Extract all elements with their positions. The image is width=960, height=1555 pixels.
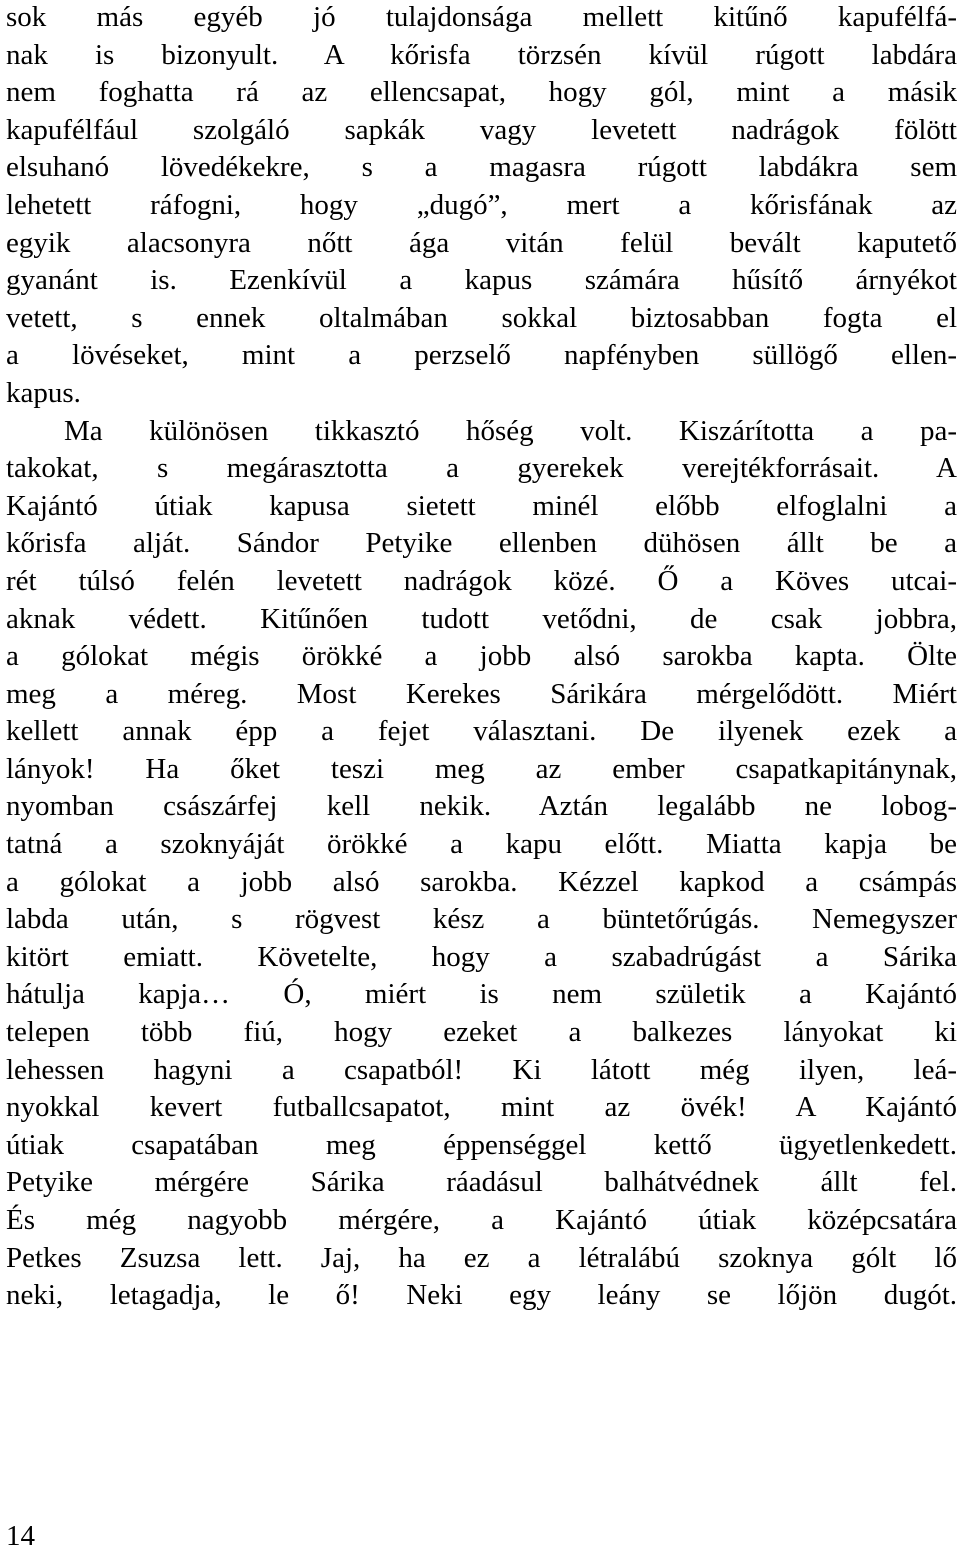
- text-line: a gólokat a jobb alsó sarokba. Kézzel kapkod a csámpás: [6, 865, 957, 898]
- body-text: [6, 0, 957, 1315]
- document-page: [6, 0, 957, 1554]
- text-line: tatná a szoknyáját örökké a kapu előtt. Miatta kapja be: [6, 828, 957, 861]
- text-line: kitört emiatt. Követelte, hogy a szabadrúgást a Sárika: [6, 940, 957, 973]
- text-line: a lövéseket, mint a perzselő napfényben süllögő ellen-: [6, 339, 957, 372]
- paragraph-start-line: Ma különösen tikkasztó hőség volt. Kiszárította a pa-: [64, 414, 957, 447]
- text-line: Kajántó útiak kapusa sietett minél előbb elfoglalni a: [6, 489, 957, 522]
- text-line: kőrisfa alját. Sándor Petyike ellenben dühösen állt be a: [6, 527, 957, 560]
- text-line: hátulja kapja… Ó, miért is nem születik a Kajántó: [6, 978, 957, 1011]
- text-line: a gólokat mégis örökké a jobb alsó sarokba kapta. Ölte: [6, 640, 957, 673]
- text-line: vetett, s ennek oltalmában sokkal biztosabban fogta el: [6, 301, 957, 334]
- text-line: elsuhanó lövedékekre, s a magasra rúgott labdákra sem: [6, 151, 957, 184]
- text-line: aknak védett. Kitűnően tudott vetődni, de csak jobbra,: [6, 602, 957, 635]
- text-line: útiak csapatában meg éppenséggel kettő ügyetlenkedett.: [6, 1128, 957, 1161]
- text-line: labda után, s rögvest kész a büntetőrúgás. Nemegyszer: [6, 903, 957, 936]
- text-line: gyanánt is. Ezenkívül a kapus számára hűsítő árnyékot: [6, 264, 957, 297]
- page-number: 14: [6, 1520, 35, 1552]
- text-line: Petkes Zsuzsa lett. Jaj, ha ez a létralábú szoknya gólt lő: [6, 1241, 957, 1274]
- text-line: neki, letagadja, le ő! Neki egy leány se lőjön dugót.: [6, 1279, 957, 1312]
- text-line: nak is bizonyult. A kőrisfa törzsén kívül rúgott labdára: [6, 38, 957, 71]
- text-line: nyokkal kevert futballcsapatot, mint az övék! A Kajántó: [6, 1091, 957, 1124]
- text-line: kapufélfául szolgáló sapkák vagy levetett nadrágok fölött: [6, 113, 957, 146]
- text-line: nyomban császárfej kell nekik. Aztán legalább ne lobog-: [6, 790, 957, 823]
- text-line: És még nagyobb mérgére, a Kajántó útiak középcsatára: [6, 1204, 957, 1236]
- text-line: sok más egyéb jó tulajdonsága mellett kitűnő kapufélfá-: [6, 1, 957, 33]
- text-line: nem foghatta rá az ellencsapat, hogy gól, mint a másik: [6, 76, 957, 109]
- text-line: meg a méreg. Most Kerekes Sárikára mérgelődött. Miért: [6, 677, 957, 710]
- text-line: kellett annak épp a fejet választani. De ilyenek ezek a: [6, 715, 957, 748]
- text-line: Petyike mérgére Sárika ráadásul balhátvédnek állt fel.: [6, 1166, 957, 1199]
- text-line: lehetett ráfogni, hogy „dugó”, mert a kőrisfának az: [6, 188, 957, 221]
- text-line: takokat, s megárasztotta a gyerekek verejtékforrásait. A: [6, 452, 957, 485]
- text-line: egyik alacsonyra nőtt ága vitán felül bevált kaputető: [6, 226, 957, 259]
- text-line: lehessen hagyni a csapatból! Ki látott még ilyen, leá-: [6, 1053, 957, 1086]
- text-line: telepen több fiú, hogy ezeket a balkezes lányokat ki: [6, 1016, 957, 1049]
- text-line: rét túlsó felén levetett nadrágok közé. Ő a Köves utcai-: [6, 564, 957, 597]
- text-line: lányok! Ha őket teszi meg az ember csapatkapitánynak,: [6, 752, 957, 785]
- text-line: kapus.: [6, 376, 81, 409]
